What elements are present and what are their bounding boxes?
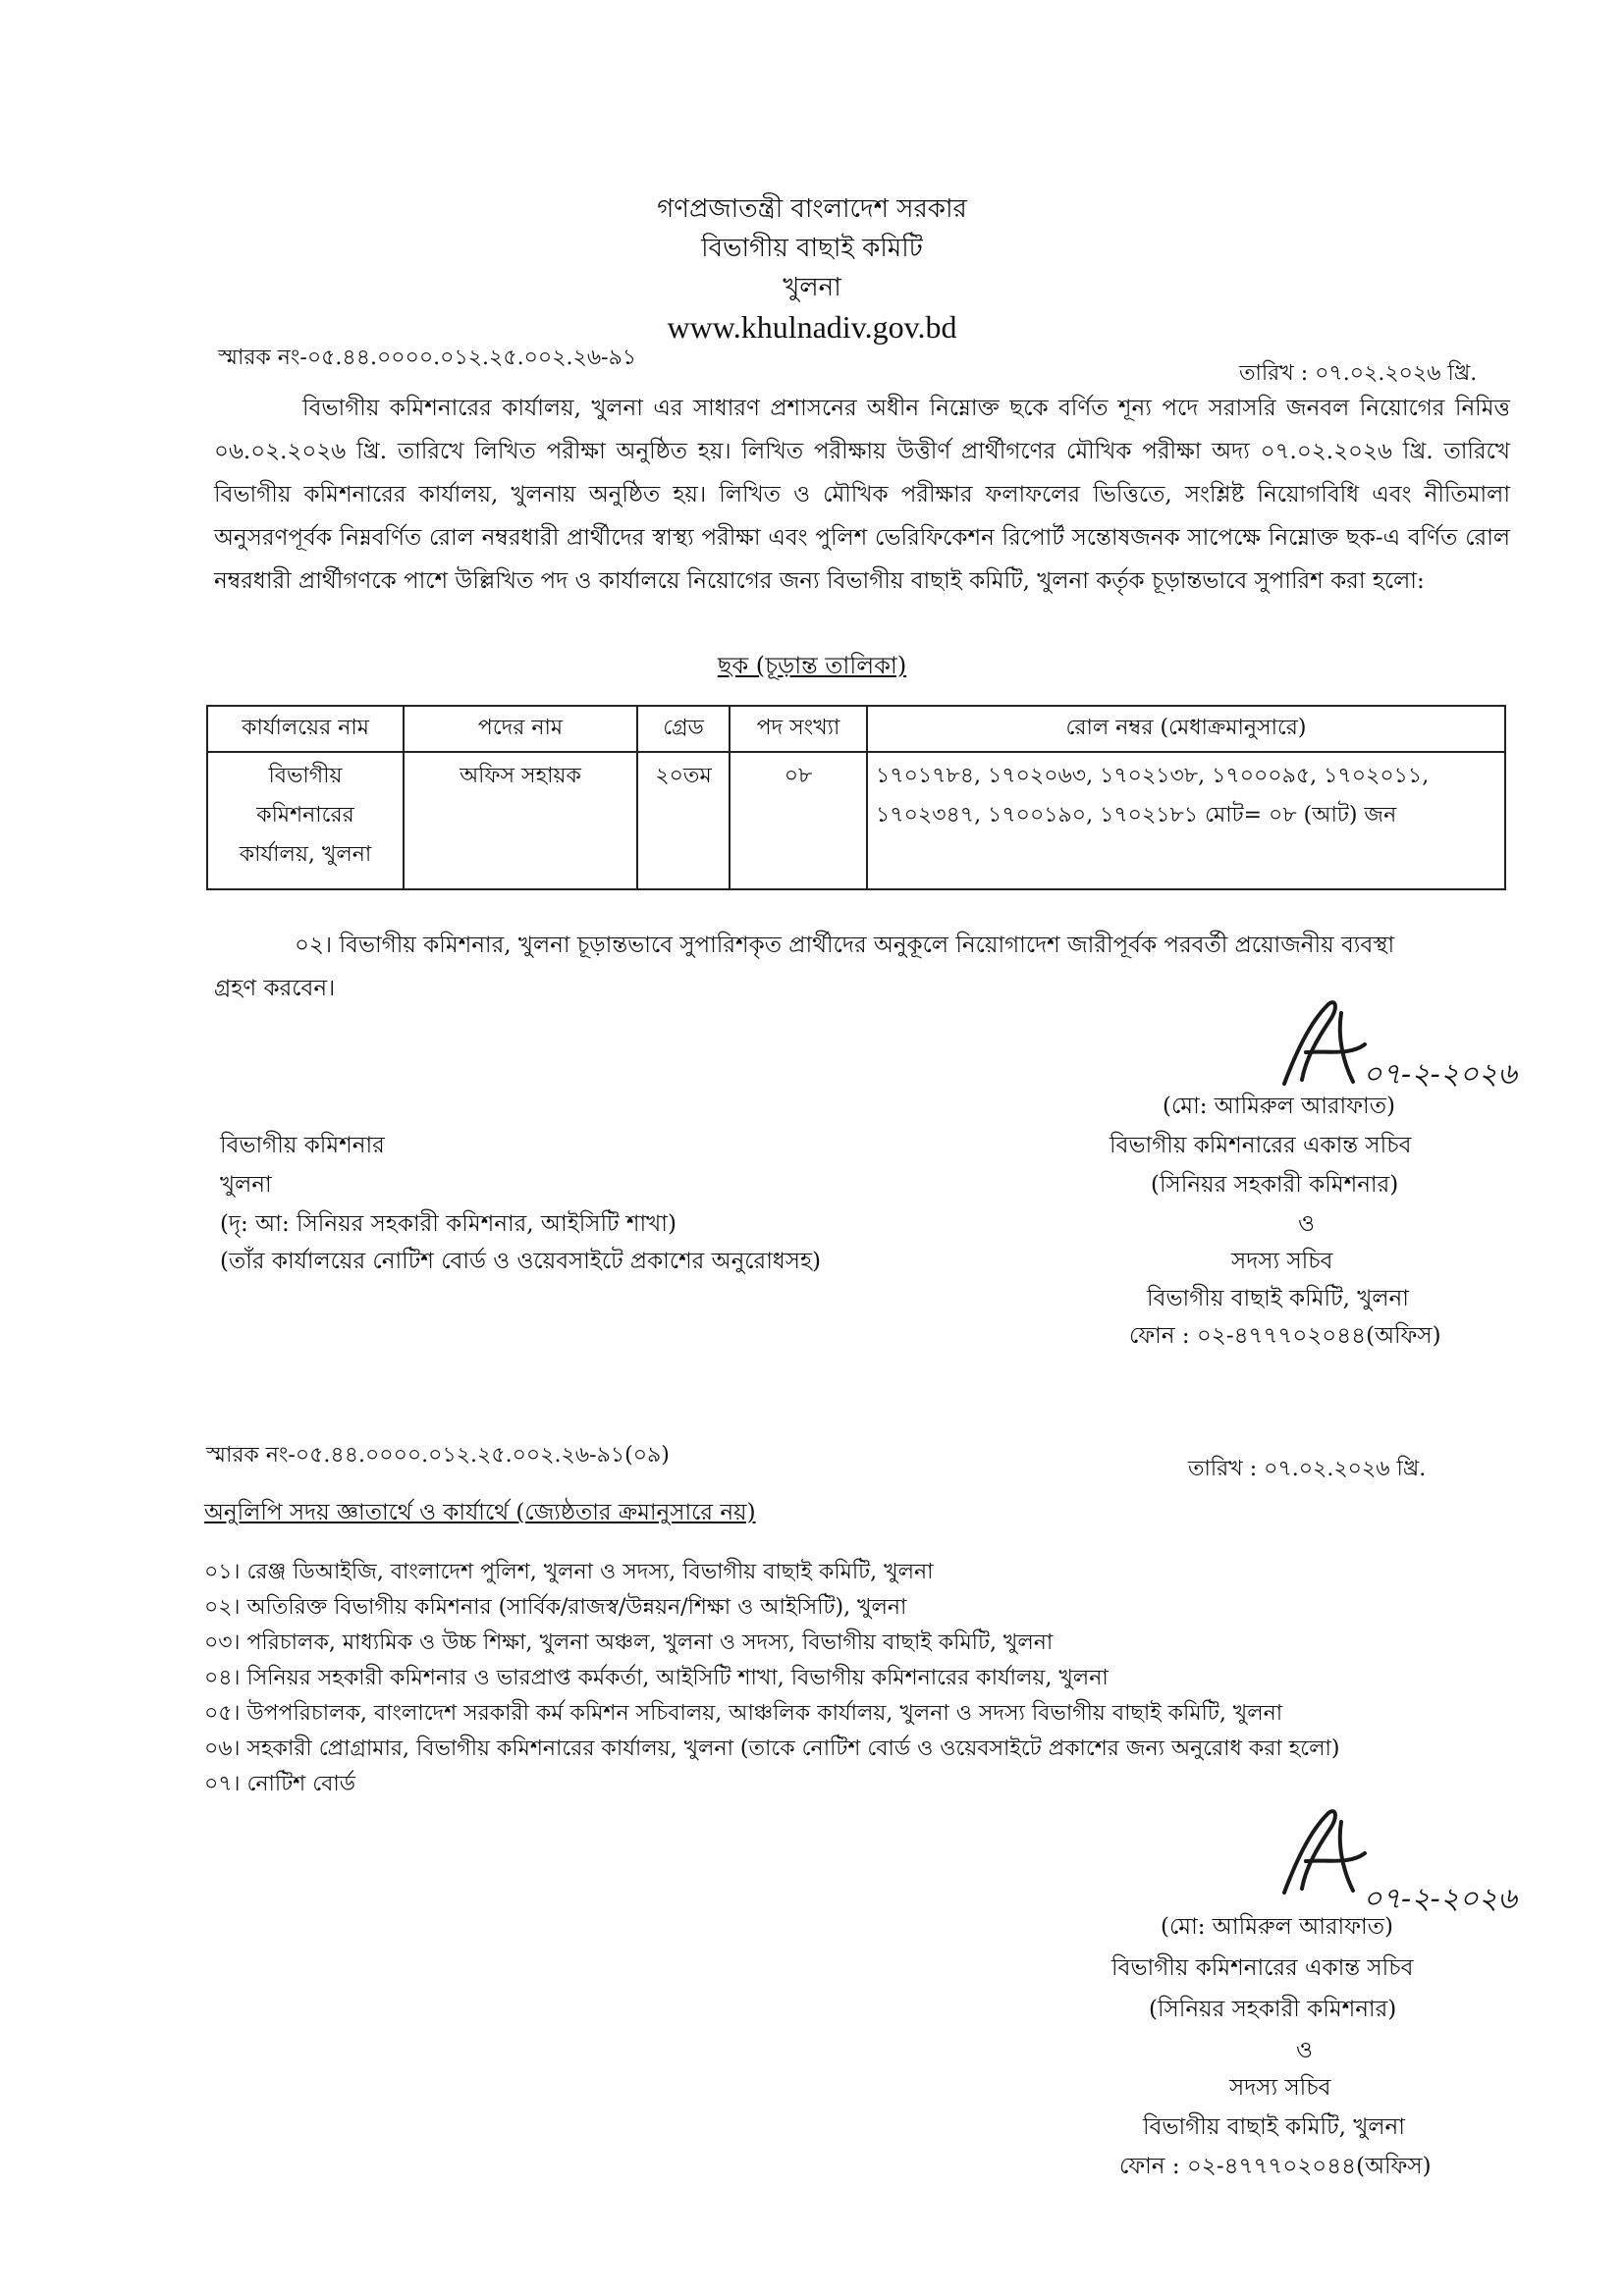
list-item: ০৬। সহকারী প্রোগ্রামার, বিভাগীয় কমিশনারের কার্যালয়, খুলনা (তাকে নোটিশ বোর্ড ও ওয়েবসাইটে প্রকাশের জন্য অনুরোধ করা হলো)	[204, 1736, 1340, 1761]
cell-count: ০৮	[730, 752, 867, 889]
office-line-2: কমিশনারের	[256, 803, 354, 828]
recipient-line-1: বিভাগীয় কমিশনার	[220, 1133, 385, 1158]
signatory2-title-1: বিভাগীয় কমিশনারের একান্ত সচিব	[1111, 1955, 1414, 1981]
recommendation-table	[206, 705, 1506, 890]
signatory-phone: ফোন : ০২-৪৭৭৭০২০৪৪(অফিস)	[1129, 1323, 1441, 1349]
list-item: ০৪। সিনিয়র সহকারী কমিশনার ও ভারপ্রাপ্ত কর্মকর্তা, আইসিটি শাখা, বিভাগীয় কমিশনারের কার্যালয়, খুলনা	[204, 1666, 1109, 1690]
memo-date: তারিখ : ০৭.০২.২০২৬ খ্রি.	[1239, 361, 1478, 386]
para2-line-2: গ্রহণ করবেন।	[214, 976, 336, 1001]
cell-office	[207, 752, 404, 889]
col-post: পদের নাম	[404, 706, 637, 752]
signatory2-name: (মো: আমিরুল আরাফাত)	[1161, 1914, 1393, 1940]
signatory2-title-3: সদস্য সচিব	[1229, 2075, 1331, 2101]
memo2-date: তারিখ : ০৭.০২.২০২৬ খ্রি.	[1188, 1457, 1427, 1481]
list-item: ০১। রেঞ্জ ডিআইজি, বাংলাদেশ পুলিশ, খুলনা ও সদস্য, বিভাগীয় বাছাই কমিটি, খুলনা	[204, 1560, 934, 1584]
table-title	[0, 650, 1624, 681]
table-header-row	[207, 706, 1505, 752]
col-office: কার্যালয়ের নাম	[207, 706, 404, 752]
body-paragraph-text: বিভাগীয় কমিশনারের কার্যালয়, খুলনা এর সাধারণ প্রশাসনের অধীন নিম্নোক্ত ছকে বর্ণিত শূন্য পদে সরাসরি জনবল নিয়োগের নিমিত্ত ০৬.০২.২০২৬ খ্রি. তারিখে লিখিত পরীক্ষা অনুষ্ঠিত হয়। লিখিত পরীক্ষায় উত্তীর্ণ প্রার্থীগণের মৌখিক পরীক্ষা অদ্য ০৭.০২.২০২৬ খ্রি. তারিখে বিভাগীয় কমিশনারের কার্যালয়, খুলনায় অনুষ্ঠিত হয়। লিখিত ও মৌখিক পরীক্ষার ফলাফলের ভিত্তিতে, সংশ্লিষ্ট নিয়োগবিধি এবং নীতিমালা অনুসরণপূর্বক নিম্নবর্ণিত রোল নম্বরধারী প্রার্থীদের স্বাস্থ্য পরীক্ষা এবং পুলিশ ভেরিফিকেশন রিপোর্ট সন্তোষজনক সাপেক্ষে নিম্নোক্ত ছক-এ বর্ণিত রোল নম্বরধারী প্রার্থীগণকে পাশে উল্লিখিত পদ ও কার্যালয়ে নিয়োগের জন্য বিভাগীয় বাছাই কমিটি, খুলনা কর্তৃক চূড়ান্তভাবে সুপারিশ করা হলো:	[214, 396, 1510, 594]
rolls-line-2: ১৭০২৩৪৭, ১৭০০১৯০, ১৭০২১৮১ মোট= ০৮ (আট) জন	[876, 803, 1397, 828]
office-line-1: বিভাগীয়	[268, 764, 343, 788]
header-committee: বিভাগীয় বাছাই কমিটি	[701, 234, 923, 263]
signature-date: ০৭-২-২০২৬	[1363, 1057, 1517, 1092]
table-row	[207, 752, 1505, 889]
signatory-and: ও	[1298, 1211, 1315, 1237]
rolls-line-1: ১৭০১৭৮৪, ১৭০২০৬৩, ১৭০২১৩৮, ১৭০০০৯৫, ১৭০২০১১,	[876, 764, 1430, 788]
memo2-reference: স্মারক নং-০৫.৪৪.০০০০.০১২.২৫.০০২.২৬-৯১(০৯)	[206, 1443, 670, 1468]
cell-post: অফিস সহায়ক	[404, 752, 637, 889]
office-line-3: কার্যালয়, খুলনা	[239, 842, 372, 867]
signatory2-title-4: বিভাগীয় বাছাই কমিটি, খুলনা	[1143, 2114, 1405, 2140]
recipient-line-4: (তাঁর কার্যালয়ের নোটিশ বোর্ড ও ওয়েবসাইটে প্রকাশের অনুরোধসহ)	[220, 1249, 821, 1274]
signatory-title-3: সদস্য সচিব	[1231, 1249, 1333, 1274]
recipient-line-2: খুলনা	[220, 1172, 272, 1198]
body-paragraph	[214, 387, 1510, 603]
col-rolls: রোল নম্বর (মেধাক্রমানুসারে)	[867, 706, 1505, 752]
header-website: www.khulnadiv.gov.bd	[667, 309, 957, 345]
signatory-title-4: বিভাগীয় বাছাই কমিটি, খুলনা	[1147, 1286, 1409, 1311]
signatory-title-2: (সিনিয়র সহকারী কমিশনার)	[1151, 1172, 1399, 1198]
list-item: ০৩। পরিচালক, মাধ্যমিক ও উচ্চ শিক্ষা, খুলনা অঞ্চল, খুলনা ও সদস্য, বিভাগীয় বাছাই কমিটি, খুলনা	[204, 1630, 1054, 1655]
table-title-text: ছক (চূড়ান্ত তালিকা)	[717, 652, 907, 679]
copy-heading: অনুলিপি সদয় জ্ঞাতার্থে ও কার্যার্থে (জ্যেষ্ঠতার ক্রমানুসারে নয়)	[204, 1500, 756, 1525]
list-item: ০৫। উপপরিচালক, বাংলাদেশ সরকারী কর্ম কমিশন সচিবালয়, আঞ্চলিক কার্যালয়, খুলনা ও সদস্য বিভাগীয় বাছাই কমিটি, খুলনা	[204, 1701, 1283, 1726]
signatory-name: (মো: আমিরুল আরাফাত)	[1163, 1094, 1395, 1119]
list-item: ০৭। নোটিশ বোর্ড	[204, 1772, 355, 1796]
cell-grade: ২০তম	[637, 752, 730, 889]
cell-rolls	[867, 752, 1505, 889]
signatory2-phone: ফোন : ০২-৪৭৭৭০২০৪৪(অফিস)	[1119, 2154, 1432, 2179]
para2-line-1: ০২। বিভাগীয় কমিশনার, খুলনা চূড়ান্তভাবে সুপারিশকৃত প্রার্থীদের অনুকূলে নিয়োগাদেশ জারীপূর্বক পরবর্তী প্রয়োজনীয় ব্যবস্থা	[295, 933, 1395, 958]
col-count: পদ সংখ্যা	[730, 706, 867, 752]
copy-list	[204, 1555, 1520, 1802]
signatory2-title-2: (সিনিয়র সহকারী কমিশনার)	[1149, 1997, 1397, 2022]
list-item: ০২। অতিরিক্ত বিভাগীয় কমিশনার (সার্বিক/রাজস্ব/উন্নয়ন/শিক্ষা ও আইসিটি), খুলনা	[204, 1595, 907, 1620]
header-govt: গণপ্রজাতন্ত্রী বাংলাদেশ সরকার	[657, 194, 967, 224]
signatory-title-1: বিভাগীয় কমিশনারের একান্ত সচিব	[1110, 1133, 1412, 1158]
recipient-line-3: (দৃ: আ: সিনিয়র সহকারী কমিশনার, আইসিটি শাখা)	[220, 1211, 677, 1237]
col-grade: গ্রেড	[637, 706, 730, 752]
signature2-date: ০৭-২-২০২৬	[1363, 1882, 1517, 1916]
signatory2-and: ও	[1296, 2038, 1313, 2063]
header-city: খুলনা	[783, 273, 841, 302]
memo-reference: স্মারক নং-০৫.৪৪.০০০০.০১২.২৫.০০২.২৬-৯১	[218, 346, 637, 370]
